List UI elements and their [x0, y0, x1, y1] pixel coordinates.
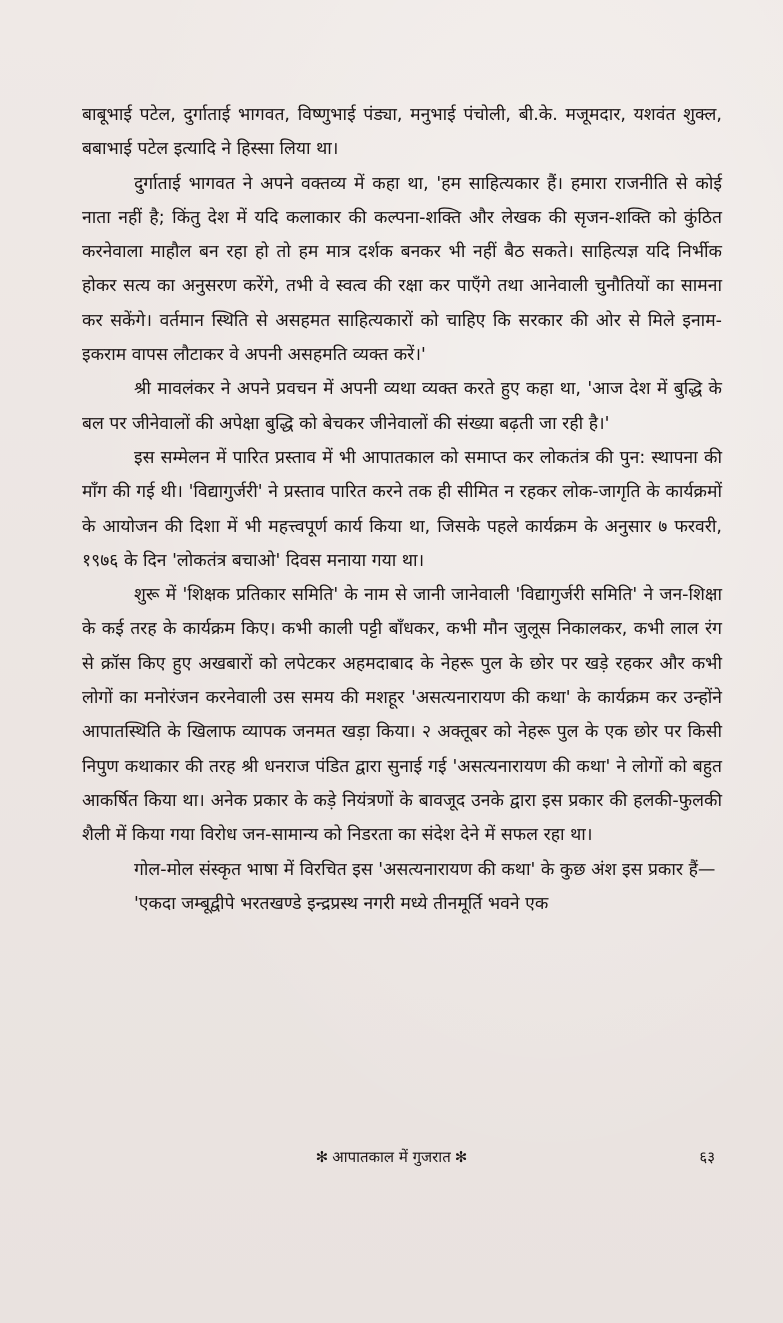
paragraph: इस सम्मेलन में पारित प्रस्ताव में भी आपातकाल को समाप्त कर लोकतंत्र की पुन: स्थापना की माँग की गई थी। 'विद्यागुर्जरी' ने प्रस्ताव पारित करने तक ही सीमित न रहकर लोक-जागृति के कार्यक्रमों के आयोजन की दिशा में भी महत्त्वपूर्ण कार्य किया था, जिसके पहले कार्यक्रम के अनुसार ७ फरवरी, १९७६ के दिन 'लोकतंत्र बचाओ' दिवस मनाया गया था। — [82, 447, 722, 571]
asterisk-ornament-icon: ✻ — [454, 1148, 468, 1166]
paragraph: गोल-मोल संस्कृत भाषा में विरचित इस 'असत्यनारायण की कथा' के कुछ अंश इस प्रकार हैं— — [134, 859, 716, 880]
paragraph: बाबूभाई पटेल, दुर्गाताई भागवत, विष्णुभाई पंड्या, मनुभाई पंचोली, बी.के. मजूमदार, यशवंत शुक्ल, बबाभाई पटेल इत्यादि ने हिस्सा लिया था। — [82, 105, 722, 160]
asterisk-ornament-icon: ✻ — [315, 1148, 329, 1166]
paragraph: शुरू में 'शिक्षक प्रतिकार समिति' के नाम से जानी जानेवाली 'विद्यागुर्जरी समिति' ने जन-शिक्षा के कई तरह के कार्यक्रम किए। कभी काली पट्टी बाँधकर, कभी मौन जुलूस निकालकर, कभी लाल रंग से क्रॉस किए हुए अखबारों को लपेटकर अहमदाबाद के नेहरू पुल के छोर पर खड़े रहकर और कभी लोगों का मनोरंजन करनेवाली उस समय की मशहूर 'असत्यनारायण की कथा' के कार्यक्रम कर उन्होंने आपातस्थिति के खिलाफ व्यापक जनमत खड़ा किया। २ अक्तूबर को नेहरू पुल के एक छोर पर किसी निपुण कथाकार की तरह श्री धनराज पंडित द्वारा सुनाई गई 'असत्यनारायण की कथा' ने लोगों को बहुत आकर्षित किया था। अनेक प्रकार के कड़े नियंत्रणों के बावजूद उनके द्वारा इस प्रकार की हलकी-फुलकी शैली में किया गया विरोध जन-सामान्य को निडरता का संदेश देने में सफल रहा था। — [82, 585, 722, 846]
book-title: आपातकाल में गुजरात — [332, 1148, 451, 1166]
running-footer-title — [0, 1143, 783, 1171]
body-text — [82, 98, 722, 921]
paragraph: श्री मावलंकर ने अपने प्रवचन में अपनी व्यथा व्यक्त करते हुए कहा था, 'आज देश में बुद्धि के बल पर जीनेवालों की अपेक्षा बुद्धि को बेचकर जीनेवालों की संख्या बढ़ती जा रही है।' — [82, 379, 722, 434]
paragraph: दुर्गाताई भागवत ने अपने वक्तव्य में कहा था, 'हम साहित्यकार हैं। हमारा राजनीति से कोई नाता नहीं है; किंतु देश में यदि कलाकार की कल्पना-शक्ति और लेखक की सृजन-शक्ति को कुंठित करनेवाला माहौल बन रहा हो तो हम मात्र दर्शक बनकर भी नहीं बैठ सकते। साहित्यज्ञ यदि निर्भीक होकर सत्य का अनुसरण करेंगे, तभी वे स्वत्व की रक्षा कर पाएँगे तथा आनेवाली चुनौतियों का सामना कर सकेंगे। वर्तमान स्थिति से असहमत साहित्यकारों को चाहिए कि सरकार की ओर से मिले इनाम-इकराम वापस लौटाकर वे अपनी असहमति व्यक्त करें।' — [82, 173, 722, 366]
paragraph: 'एकदा जम्बूद्वीपे भरतखण्डे इन्द्रप्रस्थ नगरी मध्ये तीनमूर्ति भवने एक — [134, 893, 549, 914]
page-number: ६३ — [699, 1148, 715, 1166]
page-footer — [0, 1143, 783, 1171]
